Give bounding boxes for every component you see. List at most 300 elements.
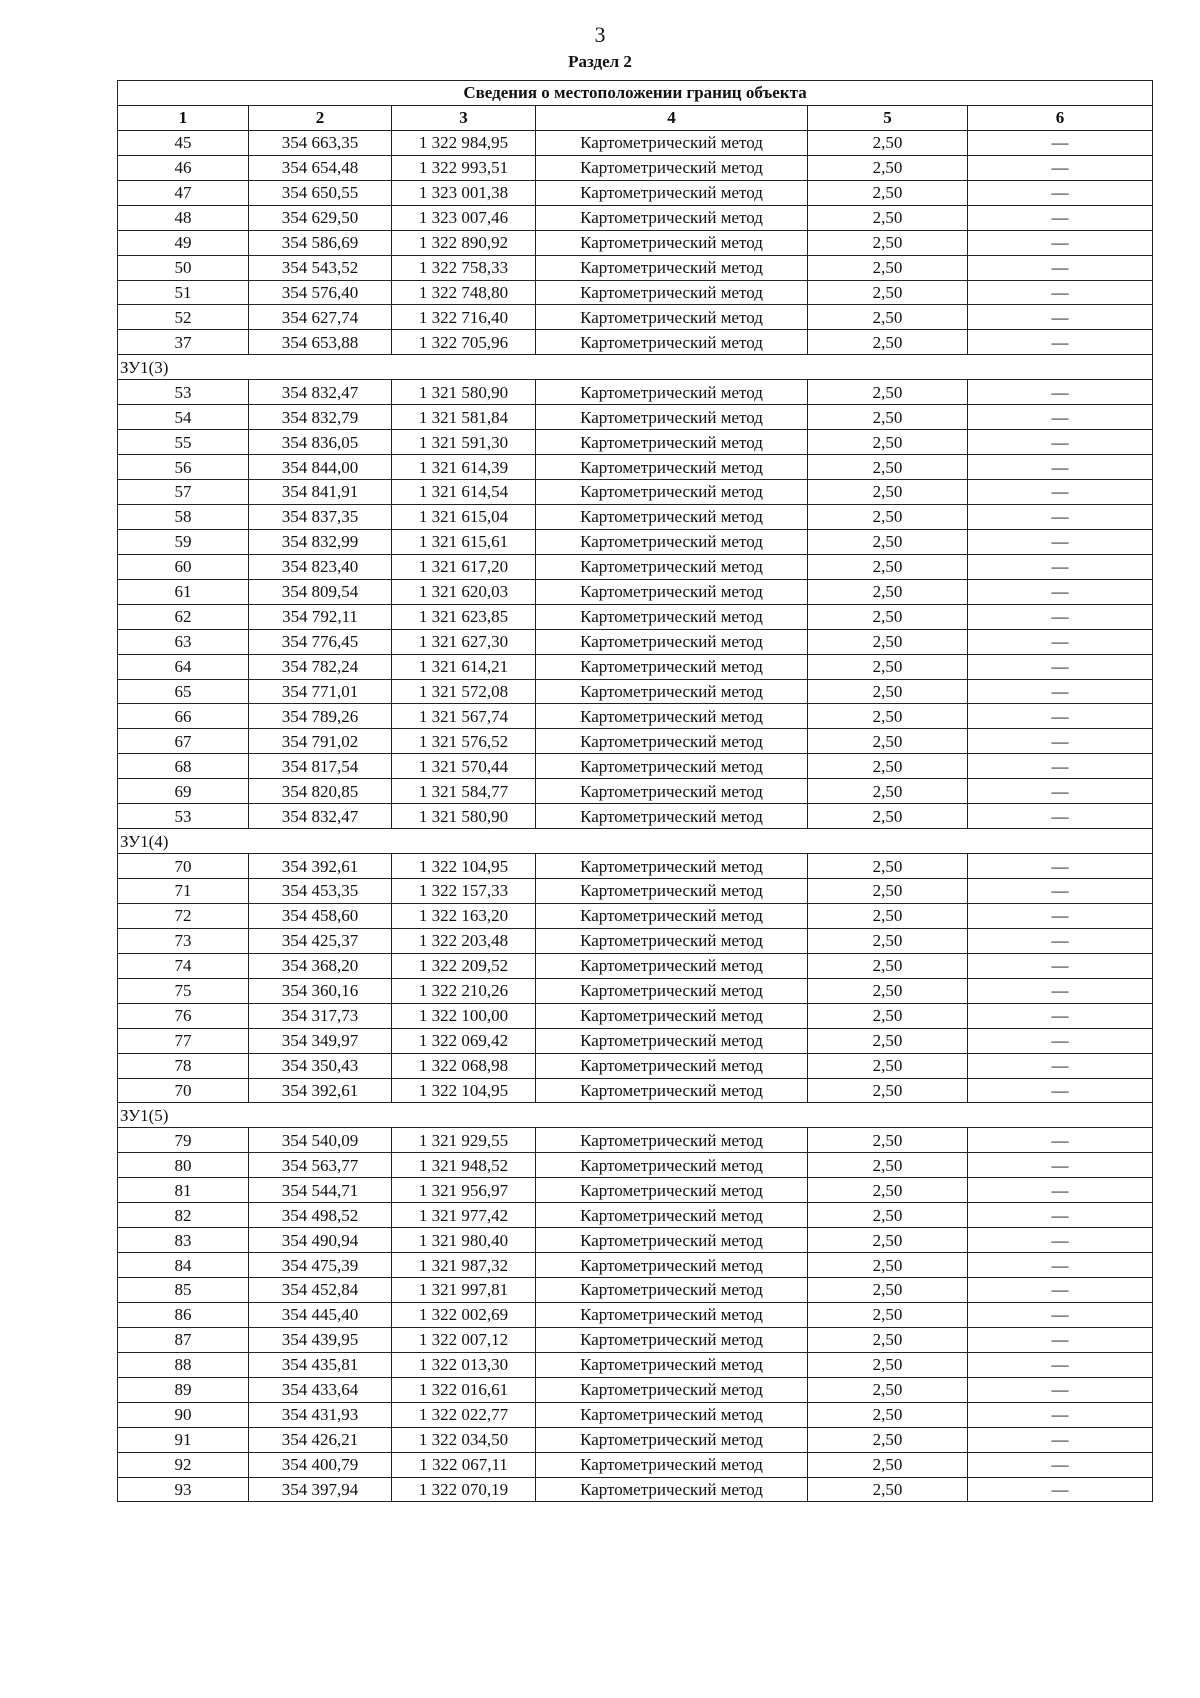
point-number-cell: 53 xyxy=(118,380,249,405)
method-cell: Картометрический метод xyxy=(536,1377,808,1402)
point-number-cell: 61 xyxy=(118,579,249,604)
method-cell: Картометрический метод xyxy=(536,504,808,529)
group-label: ЗУ1(5) xyxy=(118,1103,1153,1128)
description-cell: — xyxy=(968,1452,1153,1477)
accuracy-cell: 2,50 xyxy=(808,330,968,355)
description-cell: — xyxy=(968,978,1153,1003)
description-cell: — xyxy=(968,1003,1153,1028)
x-coordinate-cell: 354 837,35 xyxy=(249,504,392,529)
x-coordinate-cell: 354 654,48 xyxy=(249,155,392,180)
accuracy-cell: 2,50 xyxy=(808,854,968,879)
x-coordinate-cell: 354 832,47 xyxy=(249,380,392,405)
point-number-cell: 76 xyxy=(118,1003,249,1028)
method-cell: Картометрический метод xyxy=(536,679,808,704)
y-coordinate-cell: 1 322 748,80 xyxy=(392,280,536,305)
table-row xyxy=(118,928,1153,953)
table-row xyxy=(118,1377,1153,1402)
method-cell: Картометрический метод xyxy=(536,155,808,180)
accuracy-cell: 2,50 xyxy=(808,280,968,305)
description-cell: — xyxy=(968,1352,1153,1377)
method-cell: Картометрический метод xyxy=(536,579,808,604)
y-coordinate-cell: 1 322 209,52 xyxy=(392,953,536,978)
table-row xyxy=(118,1228,1153,1253)
x-coordinate-cell: 354 563,77 xyxy=(249,1153,392,1178)
y-coordinate-cell: 1 322 203,48 xyxy=(392,928,536,953)
description-cell: — xyxy=(968,1477,1153,1502)
column-header: 3 xyxy=(392,105,536,130)
section-title: Раздел 2 xyxy=(568,52,632,71)
method-cell: Картометрический метод xyxy=(536,1477,808,1502)
x-coordinate-cell: 354 663,35 xyxy=(249,130,392,155)
y-coordinate-cell: 1 322 069,42 xyxy=(392,1028,536,1053)
table-row xyxy=(118,330,1153,355)
point-number-cell: 83 xyxy=(118,1228,249,1253)
accuracy-cell: 2,50 xyxy=(808,230,968,255)
y-coordinate-cell: 1 321 617,20 xyxy=(392,554,536,579)
description-cell: — xyxy=(968,380,1153,405)
description-cell: — xyxy=(968,729,1153,754)
point-number-cell: 37 xyxy=(118,330,249,355)
description-cell: — xyxy=(968,754,1153,779)
method-cell: Картометрический метод xyxy=(536,1128,808,1153)
x-coordinate-cell: 354 576,40 xyxy=(249,280,392,305)
point-number-cell: 90 xyxy=(118,1402,249,1427)
description-cell: — xyxy=(968,554,1153,579)
accuracy-cell: 2,50 xyxy=(808,953,968,978)
description-cell: — xyxy=(968,1377,1153,1402)
table-row xyxy=(118,1128,1153,1153)
description-cell: — xyxy=(968,1253,1153,1278)
accuracy-cell: 2,50 xyxy=(808,1352,968,1377)
point-number-cell: 46 xyxy=(118,155,249,180)
table-row xyxy=(118,405,1153,430)
description-cell: — xyxy=(968,230,1153,255)
table-row xyxy=(118,504,1153,529)
column-header-row xyxy=(118,105,1153,130)
accuracy-cell: 2,50 xyxy=(808,779,968,804)
x-coordinate-cell: 354 433,64 xyxy=(249,1377,392,1402)
method-cell: Картометрический метод xyxy=(536,554,808,579)
method-cell: Картометрический метод xyxy=(536,1078,808,1103)
column-header: 5 xyxy=(808,105,968,130)
table-row xyxy=(118,255,1153,280)
x-coordinate-cell: 354 586,69 xyxy=(249,230,392,255)
y-coordinate-cell: 1 321 623,85 xyxy=(392,604,536,629)
method-cell: Картометрический метод xyxy=(536,779,808,804)
table-row xyxy=(118,1278,1153,1303)
column-header: 2 xyxy=(249,105,392,130)
method-cell: Картометрический метод xyxy=(536,854,808,879)
method-cell: Картометрический метод xyxy=(536,480,808,505)
y-coordinate-cell: 1 322 210,26 xyxy=(392,978,536,1003)
accuracy-cell: 2,50 xyxy=(808,1302,968,1327)
table-caption-row xyxy=(118,81,1153,106)
accuracy-cell: 2,50 xyxy=(808,1203,968,1228)
method-cell: Картометрический метод xyxy=(536,1178,808,1203)
table-row xyxy=(118,729,1153,754)
point-number-cell: 65 xyxy=(118,679,249,704)
y-coordinate-cell: 1 321 572,08 xyxy=(392,679,536,704)
description-cell: — xyxy=(968,1427,1153,1452)
table-row xyxy=(118,1452,1153,1477)
description-cell: — xyxy=(968,1128,1153,1153)
table-row xyxy=(118,1028,1153,1053)
table-row xyxy=(118,529,1153,554)
table-body xyxy=(118,81,1153,1502)
page-number: 3 xyxy=(594,22,606,47)
x-coordinate-cell: 354 782,24 xyxy=(249,654,392,679)
table-row xyxy=(118,280,1153,305)
y-coordinate-cell: 1 322 716,40 xyxy=(392,305,536,330)
method-cell: Картометрический метод xyxy=(536,230,808,255)
description-cell: — xyxy=(968,430,1153,455)
point-number-cell: 78 xyxy=(118,1053,249,1078)
method-cell: Картометрический метод xyxy=(536,928,808,953)
point-number-cell: 77 xyxy=(118,1028,249,1053)
description-cell: — xyxy=(968,629,1153,654)
y-coordinate-cell: 1 322 890,92 xyxy=(392,230,536,255)
x-coordinate-cell: 354 435,81 xyxy=(249,1352,392,1377)
method-cell: Картометрический метод xyxy=(536,1203,808,1228)
y-coordinate-cell: 1 321 570,44 xyxy=(392,754,536,779)
y-coordinate-cell: 1 322 007,12 xyxy=(392,1327,536,1352)
y-coordinate-cell: 1 322 984,95 xyxy=(392,130,536,155)
group-header-row xyxy=(118,829,1153,854)
table-row xyxy=(118,480,1153,505)
x-coordinate-cell: 354 431,93 xyxy=(249,1402,392,1427)
accuracy-cell: 2,50 xyxy=(808,130,968,155)
accuracy-cell: 2,50 xyxy=(808,1477,968,1502)
method-cell: Картометрический метод xyxy=(536,1278,808,1303)
x-coordinate-cell: 354 543,52 xyxy=(249,255,392,280)
method-cell: Картометрический метод xyxy=(536,729,808,754)
method-cell: Картометрический метод xyxy=(536,1452,808,1477)
description-cell: — xyxy=(968,1078,1153,1103)
accuracy-cell: 2,50 xyxy=(808,405,968,430)
table-row xyxy=(118,579,1153,604)
method-cell: Картометрический метод xyxy=(536,903,808,928)
method-cell: Картометрический метод xyxy=(536,704,808,729)
y-coordinate-cell: 1 322 068,98 xyxy=(392,1053,536,1078)
y-coordinate-cell: 1 322 157,33 xyxy=(392,879,536,904)
point-number-cell: 54 xyxy=(118,405,249,430)
point-number-cell: 74 xyxy=(118,953,249,978)
table-row xyxy=(118,1178,1153,1203)
y-coordinate-cell: 1 321 614,21 xyxy=(392,654,536,679)
table-row xyxy=(118,380,1153,405)
accuracy-cell: 2,50 xyxy=(808,579,968,604)
y-coordinate-cell: 1 322 070,19 xyxy=(392,1477,536,1502)
description-cell: — xyxy=(968,455,1153,480)
table-row xyxy=(118,554,1153,579)
description-cell: — xyxy=(968,928,1153,953)
method-cell: Картометрический метод xyxy=(536,1427,808,1452)
point-number-cell: 69 xyxy=(118,779,249,804)
table-row xyxy=(118,804,1153,829)
accuracy-cell: 2,50 xyxy=(808,1078,968,1103)
x-coordinate-cell: 354 823,40 xyxy=(249,554,392,579)
description-cell: — xyxy=(968,1402,1153,1427)
x-coordinate-cell: 354 653,88 xyxy=(249,330,392,355)
x-coordinate-cell: 354 458,60 xyxy=(249,903,392,928)
x-coordinate-cell: 354 540,09 xyxy=(249,1128,392,1153)
point-number-cell: 52 xyxy=(118,305,249,330)
x-coordinate-cell: 354 475,39 xyxy=(249,1253,392,1278)
point-number-cell: 88 xyxy=(118,1352,249,1377)
x-coordinate-cell: 354 349,97 xyxy=(249,1028,392,1053)
y-coordinate-cell: 1 321 627,30 xyxy=(392,629,536,654)
accuracy-cell: 2,50 xyxy=(808,480,968,505)
method-cell: Картометрический метод xyxy=(536,455,808,480)
table-row xyxy=(118,455,1153,480)
table-row xyxy=(118,779,1153,804)
table-row xyxy=(118,679,1153,704)
accuracy-cell: 2,50 xyxy=(808,430,968,455)
table-row xyxy=(118,180,1153,205)
y-coordinate-cell: 1 321 580,90 xyxy=(392,380,536,405)
description-cell: — xyxy=(968,330,1153,355)
accuracy-cell: 2,50 xyxy=(808,554,968,579)
accuracy-cell: 2,50 xyxy=(808,928,968,953)
point-number-cell: 86 xyxy=(118,1302,249,1327)
point-number-cell: 71 xyxy=(118,879,249,904)
method-cell: Картометрический метод xyxy=(536,1053,808,1078)
table-row xyxy=(118,1078,1153,1103)
table-row xyxy=(118,1427,1153,1452)
description-cell: — xyxy=(968,1203,1153,1228)
method-cell: Картометрический метод xyxy=(536,978,808,1003)
point-number-cell: 70 xyxy=(118,1078,249,1103)
description-cell: — xyxy=(968,1327,1153,1352)
table-row xyxy=(118,305,1153,330)
accuracy-cell: 2,50 xyxy=(808,1327,968,1352)
description-cell: — xyxy=(968,1302,1153,1327)
y-coordinate-cell: 1 322 034,50 xyxy=(392,1427,536,1452)
x-coordinate-cell: 354 360,16 xyxy=(249,978,392,1003)
x-coordinate-cell: 354 397,94 xyxy=(249,1477,392,1502)
description-cell: — xyxy=(968,1228,1153,1253)
description-cell: — xyxy=(968,654,1153,679)
method-cell: Картометрический метод xyxy=(536,280,808,305)
point-number-cell: 85 xyxy=(118,1278,249,1303)
x-coordinate-cell: 354 836,05 xyxy=(249,430,392,455)
point-number-cell: 92 xyxy=(118,1452,249,1477)
point-number-cell: 57 xyxy=(118,480,249,505)
description-cell: — xyxy=(968,704,1153,729)
table-row xyxy=(118,205,1153,230)
x-coordinate-cell: 354 452,84 xyxy=(249,1278,392,1303)
x-coordinate-cell: 354 627,74 xyxy=(249,305,392,330)
table-row xyxy=(118,629,1153,654)
description-cell: — xyxy=(968,205,1153,230)
y-coordinate-cell: 1 322 100,00 xyxy=(392,1003,536,1028)
point-number-cell: 82 xyxy=(118,1203,249,1228)
point-number-cell: 64 xyxy=(118,654,249,679)
column-header: 1 xyxy=(118,105,249,130)
description-cell: — xyxy=(968,854,1153,879)
table-row xyxy=(118,604,1153,629)
method-cell: Картометрический метод xyxy=(536,305,808,330)
description-cell: — xyxy=(968,280,1153,305)
point-number-cell: 48 xyxy=(118,205,249,230)
description-cell: — xyxy=(968,953,1153,978)
accuracy-cell: 2,50 xyxy=(808,903,968,928)
table-row xyxy=(118,1477,1153,1502)
method-cell: Картометрический метод xyxy=(536,1228,808,1253)
accuracy-cell: 2,50 xyxy=(808,205,968,230)
method-cell: Картометрический метод xyxy=(536,430,808,455)
method-cell: Картометрический метод xyxy=(536,754,808,779)
x-coordinate-cell: 354 350,43 xyxy=(249,1053,392,1078)
accuracy-cell: 2,50 xyxy=(808,529,968,554)
y-coordinate-cell: 1 322 705,96 xyxy=(392,330,536,355)
x-coordinate-cell: 354 771,01 xyxy=(249,679,392,704)
accuracy-cell: 2,50 xyxy=(808,729,968,754)
x-coordinate-cell: 354 832,99 xyxy=(249,529,392,554)
point-number-cell: 89 xyxy=(118,1377,249,1402)
x-coordinate-cell: 354 368,20 xyxy=(249,953,392,978)
group-header-row xyxy=(118,355,1153,380)
point-number-cell: 81 xyxy=(118,1178,249,1203)
point-number-cell: 53 xyxy=(118,804,249,829)
method-cell: Картометрический метод xyxy=(536,130,808,155)
table-caption: Сведения о местоположении границ объекта xyxy=(118,81,1153,106)
x-coordinate-cell: 354 317,73 xyxy=(249,1003,392,1028)
x-coordinate-cell: 354 820,85 xyxy=(249,779,392,804)
method-cell: Картометрический метод xyxy=(536,1352,808,1377)
table-row xyxy=(118,1402,1153,1427)
description-cell: — xyxy=(968,155,1153,180)
y-coordinate-cell: 1 322 013,30 xyxy=(392,1352,536,1377)
y-coordinate-cell: 1 322 002,69 xyxy=(392,1302,536,1327)
y-coordinate-cell: 1 322 104,95 xyxy=(392,1078,536,1103)
table-row xyxy=(118,1003,1153,1028)
description-cell: — xyxy=(968,1053,1153,1078)
y-coordinate-cell: 1 323 007,46 xyxy=(392,205,536,230)
y-coordinate-cell: 1 322 067,11 xyxy=(392,1452,536,1477)
table-row xyxy=(118,1153,1153,1178)
x-coordinate-cell: 354 809,54 xyxy=(249,579,392,604)
x-coordinate-cell: 354 792,11 xyxy=(249,604,392,629)
method-cell: Картометрический метод xyxy=(536,604,808,629)
point-number-cell: 63 xyxy=(118,629,249,654)
y-coordinate-cell: 1 321 997,81 xyxy=(392,1278,536,1303)
point-number-cell: 60 xyxy=(118,554,249,579)
accuracy-cell: 2,50 xyxy=(808,629,968,654)
y-coordinate-cell: 1 321 580,90 xyxy=(392,804,536,829)
accuracy-cell: 2,50 xyxy=(808,1128,968,1153)
description-cell: — xyxy=(968,130,1153,155)
description-cell: — xyxy=(968,804,1153,829)
table-row xyxy=(118,879,1153,904)
table-row xyxy=(118,230,1153,255)
accuracy-cell: 2,50 xyxy=(808,679,968,704)
y-coordinate-cell: 1 321 977,42 xyxy=(392,1203,536,1228)
table-row xyxy=(118,754,1153,779)
point-number-cell: 91 xyxy=(118,1427,249,1452)
point-number-cell: 87 xyxy=(118,1327,249,1352)
table-row xyxy=(118,1203,1153,1228)
method-cell: Картометрический метод xyxy=(536,1327,808,1352)
group-label: ЗУ1(3) xyxy=(118,355,1153,380)
accuracy-cell: 2,50 xyxy=(808,654,968,679)
accuracy-cell: 2,50 xyxy=(808,380,968,405)
y-coordinate-cell: 1 321 615,61 xyxy=(392,529,536,554)
description-cell: — xyxy=(968,1178,1153,1203)
method-cell: Картометрический метод xyxy=(536,1153,808,1178)
column-header: 4 xyxy=(536,105,808,130)
description-cell: — xyxy=(968,480,1153,505)
x-coordinate-cell: 354 400,79 xyxy=(249,1452,392,1477)
y-coordinate-cell: 1 322 758,33 xyxy=(392,255,536,280)
method-cell: Картометрический метод xyxy=(536,953,808,978)
method-cell: Картометрический метод xyxy=(536,1003,808,1028)
method-cell: Картометрический метод xyxy=(536,205,808,230)
y-coordinate-cell: 1 321 615,04 xyxy=(392,504,536,529)
point-number-cell: 67 xyxy=(118,729,249,754)
table-row xyxy=(118,1352,1153,1377)
point-number-cell: 72 xyxy=(118,903,249,928)
group-header-row xyxy=(118,1103,1153,1128)
table-row xyxy=(118,903,1153,928)
accuracy-cell: 2,50 xyxy=(808,1178,968,1203)
table-row xyxy=(118,1302,1153,1327)
point-number-cell: 66 xyxy=(118,704,249,729)
x-coordinate-cell: 354 425,37 xyxy=(249,928,392,953)
point-number-cell: 58 xyxy=(118,504,249,529)
column-header: 6 xyxy=(968,105,1153,130)
group-label: ЗУ1(4) xyxy=(118,829,1153,854)
point-number-cell: 50 xyxy=(118,255,249,280)
point-number-cell: 49 xyxy=(118,230,249,255)
description-cell: — xyxy=(968,1278,1153,1303)
table-row xyxy=(118,654,1153,679)
method-cell: Картометрический метод xyxy=(536,255,808,280)
accuracy-cell: 2,50 xyxy=(808,1153,968,1178)
y-coordinate-cell: 1 321 956,97 xyxy=(392,1178,536,1203)
table-row xyxy=(118,1053,1153,1078)
point-number-cell: 45 xyxy=(118,130,249,155)
description-cell: — xyxy=(968,903,1153,928)
y-coordinate-cell: 1 322 993,51 xyxy=(392,155,536,180)
y-coordinate-cell: 1 321 591,30 xyxy=(392,430,536,455)
y-coordinate-cell: 1 321 614,54 xyxy=(392,480,536,505)
y-coordinate-cell: 1 321 567,74 xyxy=(392,704,536,729)
accuracy-cell: 2,50 xyxy=(808,455,968,480)
x-coordinate-cell: 354 498,52 xyxy=(249,1203,392,1228)
point-number-cell: 84 xyxy=(118,1253,249,1278)
accuracy-cell: 2,50 xyxy=(808,604,968,629)
x-coordinate-cell: 354 776,45 xyxy=(249,629,392,654)
description-cell: — xyxy=(968,679,1153,704)
accuracy-cell: 2,50 xyxy=(808,1402,968,1427)
x-coordinate-cell: 354 844,00 xyxy=(249,455,392,480)
description-cell: — xyxy=(968,180,1153,205)
point-number-cell: 51 xyxy=(118,280,249,305)
point-number-cell: 70 xyxy=(118,854,249,879)
accuracy-cell: 2,50 xyxy=(808,1452,968,1477)
point-number-cell: 73 xyxy=(118,928,249,953)
x-coordinate-cell: 354 817,54 xyxy=(249,754,392,779)
x-coordinate-cell: 354 445,40 xyxy=(249,1302,392,1327)
x-coordinate-cell: 354 392,61 xyxy=(249,854,392,879)
y-coordinate-cell: 1 321 581,84 xyxy=(392,405,536,430)
y-coordinate-cell: 1 321 948,52 xyxy=(392,1153,536,1178)
point-number-cell: 80 xyxy=(118,1153,249,1178)
y-coordinate-cell: 1 321 614,39 xyxy=(392,455,536,480)
accuracy-cell: 2,50 xyxy=(808,180,968,205)
table-row xyxy=(118,430,1153,455)
